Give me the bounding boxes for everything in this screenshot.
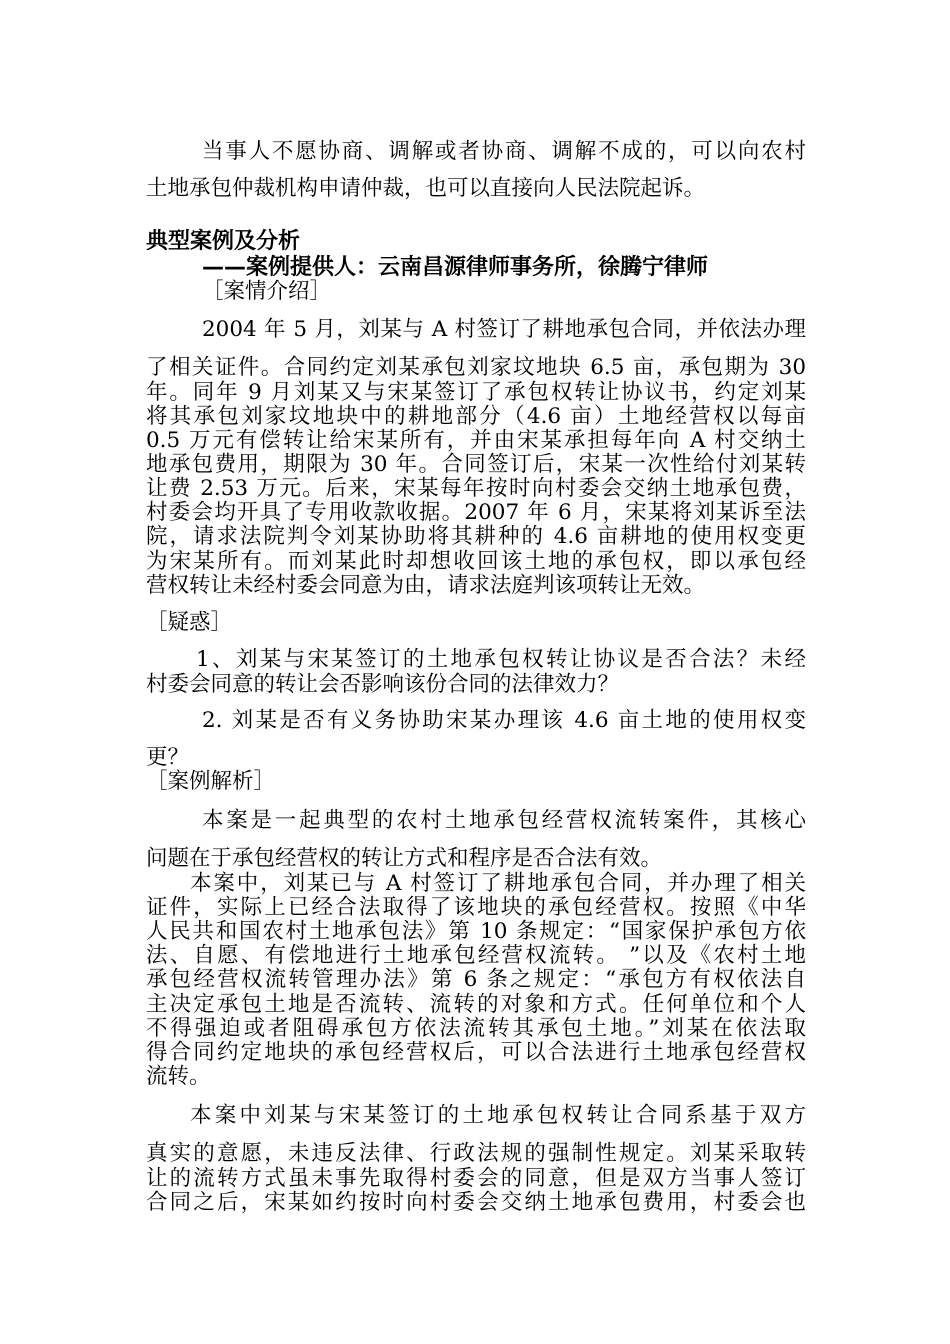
- text-line: 2004 年 5 月，刘某与 A 村签订了耕地承包合同，并依法办理: [202, 317, 806, 342]
- text-line: 当事人不愿协商、调解或者协商、调解不成的，可以向农村: [202, 139, 806, 164]
- text-line: 地承包费用，期限为 30 年。合同签订后，宋某一次性给付刘某转: [146, 452, 806, 477]
- text-line: 得合同约定地块的承包经营权后，可以合法进行土地承包经营权: [146, 1040, 806, 1065]
- text-line: 村委会均开具了专用收款收据。2007 年 6 月，宋某将刘某诉至法: [146, 500, 806, 525]
- questions-label: ［疑惑］: [146, 610, 233, 635]
- text-line: 为宋某所有。而刘某此时却想收回该土地的承包权，即以承包经: [146, 549, 806, 574]
- text-line: 本案中，刘某已与 A 村签订了耕地承包合同，并办理了相关: [190, 871, 806, 896]
- text-line: 法、自愿、有偿地进行土地承包经营权流转。 ”以及《农村土地: [146, 943, 806, 968]
- text-line: 让费 2.53 万元。后来，宋某每年按时向村委会交纳土地承包费，: [146, 476, 806, 501]
- text-line: 1、刘某与宋某签订的土地承包权转让协议是否合法？未经: [196, 647, 806, 672]
- text-line: 主决定承包土地是否流转、流转的对象和方式。任何单位和个人: [146, 992, 806, 1017]
- text-line: 营权转让未经村委会同意为由，请求法庭判该项转让无效。: [146, 573, 706, 598]
- text-line: 更？: [146, 745, 190, 770]
- text-line: 土地承包仲裁机构申请仲裁，也可以直接向人民法院起诉。: [146, 176, 706, 201]
- section-title: 典型案例及分析: [146, 229, 301, 254]
- text-line: 合同之后，宋某如约按时向村委会交纳土地承包费用，村委会也: [146, 1190, 806, 1215]
- analysis-label: ［案例解析］: [146, 769, 276, 794]
- text-line: 院，请求法院判令刘某协助将其耕种的 4.6 亩耕地的使用权变更: [146, 524, 806, 549]
- text-line: 0.5 万元有偿转让给宋某所有，并由宋某承担每年向 A 村交纳土: [146, 428, 806, 453]
- text-line: 本案中刘某与宋某签订的土地承包权转让合同系基于双方: [190, 1103, 806, 1128]
- text-line: 人民共和国农村土地承包法》第 10 条规定：“国家保护承包方依: [146, 919, 806, 944]
- text-line: 年。同年 9 月刘某又与宋某签订了承包权转让协议书，约定刘某: [146, 380, 806, 405]
- text-line: 证件，实际上已经合法取得了该地块的承包经营权。按照《中华: [146, 895, 806, 920]
- text-line: 问题在于承包经营权的转让方式和程序是否合法有效。: [146, 846, 663, 871]
- text-line: 不得强迫或者阻碍承包方依法流转其承包土地。”刘某在依法取: [146, 1016, 806, 1041]
- text-line: 让的流转方式虽未事先取得村委会的同意，但是双方当事人签订: [146, 1166, 806, 1191]
- case-provider: ——案例提供人：云南昌源律师事务所，徐腾宁律师: [202, 255, 709, 280]
- text-line: 村委会同意的转让会否影响该份合同的法律效力？: [146, 672, 620, 697]
- text-line: 将其承包刘家坟地块中的耕地部分（4.6 亩）土地经营权以每亩: [146, 404, 806, 429]
- text-line: 承包经营权流转管理办法》第 6 条之规定：“承包方有权依法自: [146, 967, 806, 992]
- text-line: 2. 刘某是否有义务协助宋某办理该 4.6 亩土地的使用权变: [202, 708, 806, 733]
- text-line: 真实的意愿，未违反法律、行政法规的强制性规定。刘某采取转: [146, 1141, 806, 1166]
- case-intro-label: ［案情介绍］: [202, 279, 332, 304]
- text-line: 流转。: [146, 1064, 211, 1089]
- text-line: 了相关证件。合同约定刘某承包刘家坟地块 6.5 亩，承包期为 30: [146, 355, 806, 380]
- text-line: 本案是一起典型的农村土地承包经营权流转案件，其核心: [202, 808, 806, 833]
